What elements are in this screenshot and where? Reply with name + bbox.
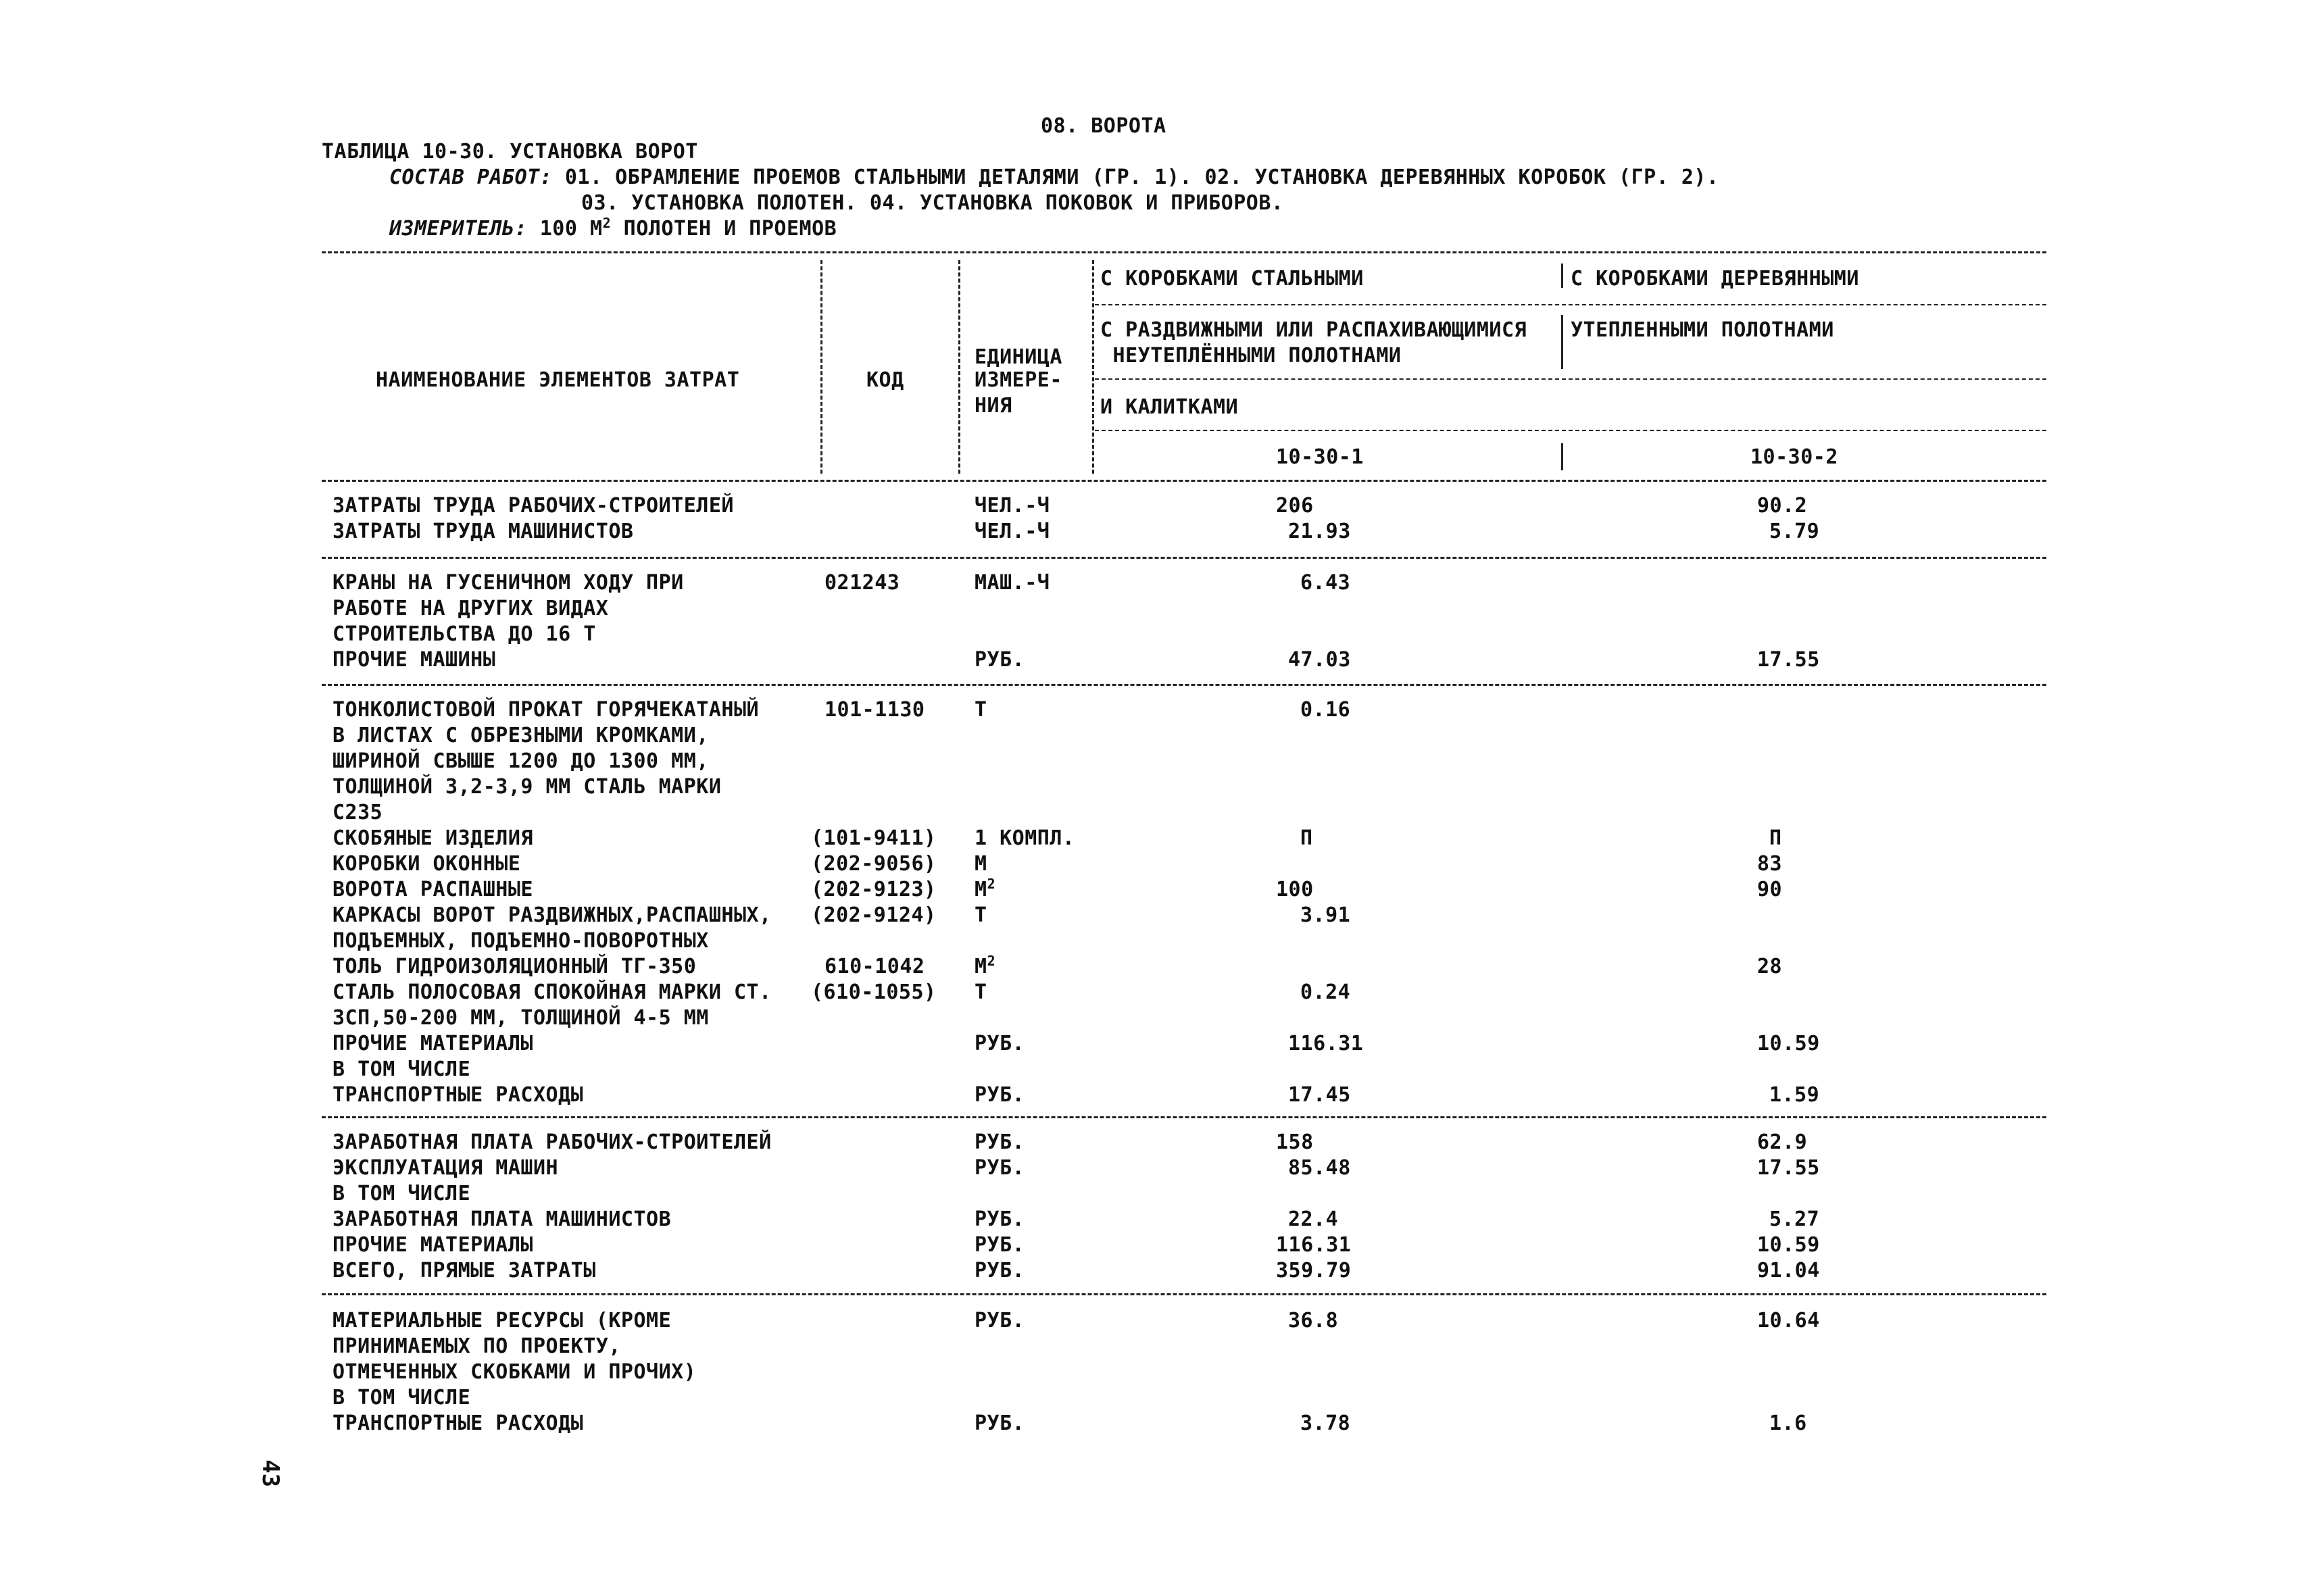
header-group-steel: С КОРОБКАМИ СТАЛЬНЫМИ xyxy=(1100,267,1364,291)
row-value-2: 83 xyxy=(1757,852,1783,876)
header-divider-name xyxy=(820,260,822,474)
row-value-2: П xyxy=(1769,826,1782,850)
row-value-1: П xyxy=(1300,826,1313,850)
measure-line xyxy=(389,216,837,242)
row-unit: Т xyxy=(975,903,987,927)
header-sub-rule-2 xyxy=(1095,378,2046,380)
table-row xyxy=(333,1207,671,1232)
section-rule-4 xyxy=(322,1293,2046,1295)
row-name: КАРКАСЫ ВОРОТ РАЗДВИЖНЫХ,РАСПАШНЫХ, xyxy=(333,903,772,927)
table-row: В ЛИСТАХ С ОБРЕЗНЫМИ КРОМКАМИ, xyxy=(333,724,709,747)
row-value-2: 62.9 xyxy=(1757,1130,1808,1154)
row-value-1: 0.16 xyxy=(1300,698,1351,722)
row-value-2: 17.55 xyxy=(1757,1156,1820,1180)
row-unit: РУБ. xyxy=(975,1207,1025,1231)
row-code: 101-1130 xyxy=(824,698,925,722)
header-divider-code xyxy=(958,260,960,474)
row-name: ПРОЧИЕ МАШИНЫ xyxy=(333,648,496,672)
row-unit: Т xyxy=(975,980,987,1004)
table-row xyxy=(333,1082,583,1108)
row-unit: РУБ. xyxy=(975,1233,1025,1257)
row-value-1: 158 xyxy=(1276,1130,1314,1154)
header-sub-sliding: С РАЗДВИЖНЫМИ ИЛИ РАСПАХИВАЮЩИМИСЯ xyxy=(1100,318,1527,342)
composition-text1: 01. ОБРАМЛЕНИЕ ПРОЕМОВ СТАЛЬНЫМИ ДЕТАЛЯМИ (ГР. 1). 02. УСТАНОВКА ДЕРЕВЯННЫХ КОРОБОК (ГР. 2). xyxy=(552,166,1719,189)
table-row: 3СП,50-200 ММ, ТОЛЩИНОЙ 4-5 ММ xyxy=(333,1006,709,1030)
table-row xyxy=(333,697,759,723)
section-rule-2 xyxy=(322,684,2046,686)
table-row xyxy=(333,1130,772,1155)
row-name: ВОРОТА РАСПАШНЫЕ xyxy=(333,878,533,901)
row-unit: РУБ. xyxy=(975,1032,1025,1055)
row-unit: РУБ. xyxy=(975,1412,1025,1435)
row-value-1: 36.8 xyxy=(1288,1309,1339,1332)
header-sub-insulated: УТЕПЛЕННЫМИ ПОЛОТНАМИ xyxy=(1571,318,1834,342)
row-code: (610-1055) xyxy=(811,980,937,1004)
header-unit-1: ЕДИНИЦА xyxy=(975,345,1062,369)
table-row: ПОДЪЕМНЫХ, ПОДЪЕМНО-ПОВОРОТНЫХ xyxy=(333,929,709,953)
row-value-1: 0.24 xyxy=(1300,980,1351,1004)
section-rule-1 xyxy=(322,557,2046,559)
table-row xyxy=(333,1258,596,1284)
composition-line1 xyxy=(389,165,1719,191)
row-value-1: 17.45 xyxy=(1288,1083,1351,1107)
header-unit-2: ИЗМЕРЕ- xyxy=(975,368,1062,392)
composition-line2: 03. УСТАНОВКА ПОЛОТЕН. 04. УСТАНОВКА ПОКОВОК И ПРИБОРОВ. xyxy=(581,191,1284,215)
row-unit: РУБ. xyxy=(975,1259,1025,1282)
table-row xyxy=(333,647,495,673)
row-name: ВСЕГО, ПРЯМЫЕ ЗАТРАТЫ xyxy=(333,1259,596,1282)
row-code: (202-9056) xyxy=(811,852,937,876)
row-value-1: 47.03 xyxy=(1288,648,1351,672)
row-unit: РУБ. xyxy=(975,648,1025,672)
table-row: ШИРИНОЙ СВЫШЕ 1200 ДО 1300 ММ, xyxy=(333,749,709,773)
row-name: ПРОЧИЕ МАТЕРИАЛЫ xyxy=(333,1032,533,1055)
row-name: ЗАРАБОТНАЯ ПЛАТА РАБОЧИХ-СТРОИТЕЛЕЙ xyxy=(333,1130,772,1154)
table-row xyxy=(333,493,734,519)
row-name: КОРОБКИ ОКОННЫЕ xyxy=(333,852,521,876)
row-value-1: 116.31 xyxy=(1288,1032,1364,1055)
row-value-2: 1.59 xyxy=(1769,1083,1820,1107)
row-code: (202-9124) xyxy=(811,903,937,927)
row-unit: $М^2$ xyxy=(975,876,996,901)
row-value-1: 6.43 xyxy=(1300,571,1351,595)
row-code: 610-1042 xyxy=(824,955,925,978)
row-unit: РУБ. xyxy=(975,1083,1025,1107)
header-col-1: 10-30-1 xyxy=(1276,445,1364,469)
header-sub-wickets: И КАЛИТКАМИ xyxy=(1100,395,1239,419)
page-number: 43 xyxy=(257,1460,284,1487)
header-sub-rule-1 xyxy=(1095,304,2046,305)
row-unit: ЧЕЛ.-Ч xyxy=(975,494,1050,518)
header-bottom-rule xyxy=(322,480,2046,482)
row-name: ТРАНСПОРТНЫЕ РАСХОДЫ xyxy=(333,1083,584,1107)
table-row: ТОЛЩИНОЙ 3,2-3,9 ММ СТАЛЬ МАРКИ xyxy=(333,775,722,799)
table-row xyxy=(333,903,772,928)
table-row: С235 xyxy=(333,801,383,824)
table-row xyxy=(333,877,533,903)
row-name: ЗАТРАТЫ ТРУДА РАБОЧИХ-СТРОИТЕЛЕЙ xyxy=(333,494,734,518)
row-value-1: 22.4 xyxy=(1288,1207,1339,1231)
header-divider-cols xyxy=(1561,443,1563,470)
table-title: ТАБЛИЦА 10-30. УСТАНОВКА ВОРОТ xyxy=(322,140,698,164)
section-rule-3 xyxy=(322,1116,2046,1118)
row-value-2: 10.59 xyxy=(1757,1233,1820,1257)
composition-label: СОСТАВ РАБОТ: xyxy=(389,166,553,189)
row-unit: РУБ. xyxy=(975,1156,1025,1180)
section-title: 08. ВОРОТА xyxy=(1041,114,1166,138)
row-value-1: 359.79 xyxy=(1276,1259,1352,1282)
table-row: ПРИНИМАЕМЫХ ПО ПРОЕКТУ, xyxy=(333,1335,621,1358)
row-value-2: 5.27 xyxy=(1769,1207,1820,1231)
row-unit: ЧЕЛ.-Ч xyxy=(975,520,1050,543)
table-row: В ТОМ ЧИСЛЕ xyxy=(333,1057,471,1081)
header-col-2: 10-30-2 xyxy=(1750,445,1838,469)
header-name: НАИМЕНОВАНИЕ ЭЛЕМЕНТОВ ЗАТРАТ xyxy=(376,368,740,392)
row-name: СКОБЯНЫЕ ИЗДЕЛИЯ xyxy=(333,826,533,850)
table-row: СТРОИТЕЛЬСТВА ДО 16 Т xyxy=(333,622,596,646)
row-name: СТАЛЬ ПОЛОСОВАЯ СПОКОЙНАЯ МАРКИ СТ. xyxy=(333,980,772,1004)
table-row xyxy=(333,954,696,980)
table-row xyxy=(333,980,772,1005)
table-row xyxy=(333,1411,583,1437)
row-name: МАТЕРИАЛЬНЫЕ РЕСУРСЫ (КРОМЕ xyxy=(333,1309,672,1332)
header-divider-unit xyxy=(1092,260,1094,474)
table-row xyxy=(333,1232,533,1258)
row-name: ТОНКОЛИСТОВОЙ ПРОКАТ ГОРЯЧЕКАТАНЫЙ xyxy=(333,698,760,722)
row-value-1: 100 xyxy=(1276,878,1314,901)
measure-value: 100 М xyxy=(527,217,603,241)
row-value-2: 90 xyxy=(1757,878,1783,901)
table-row: ОТМЕЧЕННЫХ СКОБКАМИ И ПРОЧИХ) xyxy=(333,1360,697,1384)
measure-value-post: ПОЛОТЕН И ПРОЕМОВ xyxy=(611,217,837,241)
row-code: (101-9411) xyxy=(811,826,937,850)
row-unit: Т xyxy=(975,698,987,722)
row-value-1: 116.31 xyxy=(1276,1233,1352,1257)
row-unit: М xyxy=(975,852,987,876)
row-value-2: 10.64 xyxy=(1757,1309,1820,1332)
row-value-2: 17.55 xyxy=(1757,648,1820,672)
table-row xyxy=(333,851,520,877)
row-name: ЭКСПЛУАТАЦИЯ МАШИН xyxy=(333,1156,559,1180)
table-row xyxy=(333,826,533,851)
table-row: В ТОМ ЧИСЛЕ xyxy=(333,1182,471,1205)
row-value-1: 85.48 xyxy=(1288,1156,1351,1180)
row-name: ПРОЧИЕ МАТЕРИАЛЫ xyxy=(333,1233,533,1257)
row-value-1: 21.93 xyxy=(1288,520,1351,543)
table-row xyxy=(333,1155,558,1181)
row-code: (202-9123) xyxy=(811,878,937,901)
table-row: В ТОМ ЧИСЛЕ xyxy=(333,1386,471,1410)
header-group-wood: С КОРОБКАМИ ДЕРЕВЯННЫМИ xyxy=(1571,267,1859,291)
table-row xyxy=(333,519,633,545)
row-unit: РУБ. xyxy=(975,1309,1025,1332)
row-name: ТРАНСПОРТНЫЕ РАСХОДЫ xyxy=(333,1412,584,1435)
measure-sup: 2 xyxy=(602,215,612,231)
header-sub-rule-3 xyxy=(1095,430,2046,431)
table-row: РАБОТЕ НА ДРУГИХ ВИДАХ xyxy=(333,597,609,620)
table-row xyxy=(333,1308,671,1334)
row-unit: $М^2$ xyxy=(975,953,996,978)
measure-label: ИЗМЕРИТЕЛЬ: xyxy=(389,217,528,241)
row-code: 021243 xyxy=(824,571,900,595)
row-unit: 1 КОМПЛ. xyxy=(975,826,1075,850)
row-value-2: 91.04 xyxy=(1757,1259,1820,1282)
table-row xyxy=(333,570,684,596)
row-name: КРАНЫ НА ГУСЕНИЧНОМ ХОДУ ПРИ xyxy=(333,571,684,595)
row-value-2: 90.2 xyxy=(1757,494,1808,518)
row-value-1: 3.78 xyxy=(1300,1412,1351,1435)
header-sub-uninsulated: НЕУТЕПЛЁННЫМИ ПОЛОТНАМИ xyxy=(1100,344,1402,368)
row-value-2: 10.59 xyxy=(1757,1032,1820,1055)
row-name: ЗАТРАТЫ ТРУДА МАШИНИСТОВ xyxy=(333,520,634,543)
unit-superscript: 2 xyxy=(987,876,996,892)
row-name: ЗАРАБОТНАЯ ПЛАТА МАШИНИСТОВ xyxy=(333,1207,672,1231)
row-unit: РУБ. xyxy=(975,1130,1025,1154)
unit-superscript: 2 xyxy=(987,953,996,969)
header-unit-3: НИЯ xyxy=(975,394,1012,418)
row-value-2: 5.79 xyxy=(1769,520,1820,543)
row-unit: МАШ.-Ч xyxy=(975,571,1050,595)
row-name: ТОЛЬ ГИДРОИЗОЛЯЦИОННЫЙ ТГ-350 xyxy=(333,955,697,978)
header-divider-group-mid xyxy=(1561,315,1563,369)
header-top-rule xyxy=(322,251,2046,253)
row-value-1: 206 xyxy=(1276,494,1314,518)
row-value-1: 3.91 xyxy=(1300,903,1351,927)
header-divider-group-top xyxy=(1561,264,1563,288)
row-value-2: 28 xyxy=(1757,955,1783,978)
table-row xyxy=(333,1031,533,1057)
row-value-2: 1.6 xyxy=(1769,1412,1807,1435)
header-code: КОД xyxy=(866,368,904,392)
